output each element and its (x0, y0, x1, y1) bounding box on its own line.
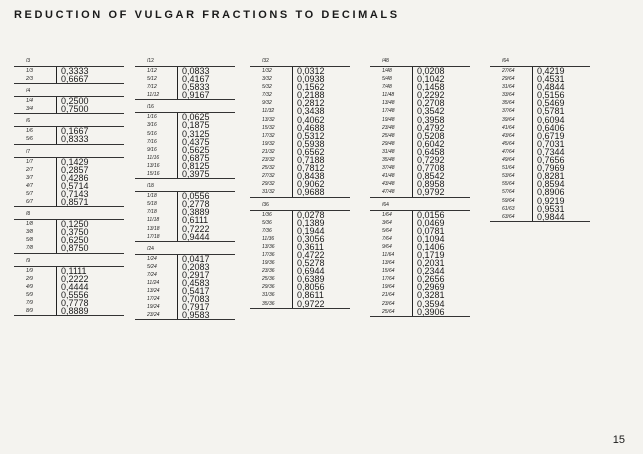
decimal-value: 0,7083 (182, 294, 210, 305)
decimal-value: 0,2292 (417, 90, 445, 101)
fraction-label: 7/24 (147, 271, 157, 278)
decimal-value: 0,4167 (182, 74, 210, 85)
decimal-value: 0,4583 (182, 277, 210, 288)
fraction-label: 1/7 (26, 158, 33, 165)
fraction-label: 7/9 (26, 299, 33, 306)
fraction-label: 6/7 (26, 199, 33, 206)
decimal-value: 0,8750 (61, 243, 89, 254)
fraction-label: 11/32 (262, 108, 275, 115)
decimal-value: 0,3906 (417, 306, 445, 317)
fraction-label: 3/8 (26, 229, 33, 236)
decimal-value: 0,7812 (297, 163, 325, 174)
fraction-label: 8/9 (26, 307, 33, 314)
fraction-label: 5/16 (147, 130, 157, 137)
decimal-value: 0,5781 (537, 106, 565, 117)
fraction-label: 35/48 (382, 157, 395, 164)
decimal-value: 0,2344 (417, 266, 445, 277)
decimal-value: 0,3889 (182, 207, 210, 218)
decimal-value: 0,7969 (537, 163, 565, 174)
fraction-label: 19/64 (382, 284, 395, 291)
decimal-value: 0,8906 (537, 187, 565, 198)
decimal-value: 0,3750 (61, 227, 89, 238)
fraction-label: 35/64 (502, 100, 515, 107)
fraction-label: 5/6 (26, 136, 33, 143)
fraction-label: 17/18 (147, 233, 160, 240)
decimal-value: 0,5625 (182, 144, 210, 155)
decimal-value: 0,6389 (297, 274, 325, 285)
fraction-label: 35/36 (262, 300, 275, 307)
fraction-label: 31/64 (502, 84, 515, 91)
table-column (490, 56, 590, 224)
decimal-value: 0,9167 (182, 90, 210, 101)
page-number: 15 (612, 434, 625, 446)
fraction-label: 29/32 (262, 181, 275, 188)
table-column (250, 56, 350, 311)
page-title: REDUCTION OF VULGAR FRACTIONS TO DECIMALS (14, 9, 400, 21)
fraction-label: 5/36 (262, 219, 272, 226)
decimal-value: 0,9583 (182, 310, 210, 321)
decimal-value: 0,4286 (61, 172, 89, 183)
decimal-value: 0,2222 (61, 273, 89, 284)
fraction-label: 37/48 (382, 165, 395, 172)
fraction-label: 31/36 (262, 292, 275, 299)
decimal-value: 0,2812 (297, 98, 325, 109)
denominator-group (14, 116, 124, 144)
fraction-label: 41/64 (502, 124, 515, 131)
fraction-label: 13/48 (382, 100, 395, 107)
fraction-label: 13/16 (147, 162, 160, 169)
fraction-label: 7/48 (382, 84, 392, 91)
decimal-value: 0,6250 (61, 235, 89, 246)
decimal-value: 0,6719 (537, 130, 565, 141)
fraction-label: 29/48 (382, 140, 395, 147)
decimal-value: 0,6562 (297, 146, 325, 157)
fraction-label: 1/12 (147, 68, 157, 74)
decimal-value: 0,6111 (182, 215, 209, 226)
fraction-label: 1/32 (262, 68, 272, 74)
fraction-label: 13/36 (262, 243, 275, 250)
fraction-label: 1/3 (26, 68, 33, 74)
group-heading: /7 (14, 147, 124, 158)
decimal-value: 0,5469 (537, 98, 565, 109)
fraction-label: 19/48 (382, 116, 395, 123)
fraction-label: 11/48 (382, 92, 395, 99)
fraction-label: 39/64 (502, 116, 515, 123)
decimal-value: 0,7778 (61, 297, 89, 308)
fraction-label: 45/64 (502, 140, 515, 147)
fraction-label: 23/36 (262, 268, 275, 275)
decimal-value: 0,3438 (297, 106, 325, 117)
fraction-label: 5/24 (147, 263, 157, 270)
fraction-label: 1/18 (147, 193, 157, 200)
fraction-label: 11/36 (262, 235, 275, 242)
fraction-label: 5/12 (147, 76, 157, 83)
fraction-label: 57/64 (502, 189, 515, 196)
fraction-label: 7/16 (147, 138, 157, 145)
decimal-value: 0,1944 (297, 225, 325, 236)
decimal-value: 0,1111 (61, 265, 87, 276)
decimal-value: 0,4375 (182, 136, 210, 147)
fraction-label: 3/64 (382, 219, 392, 226)
decimal-value: 0,1389 (297, 217, 325, 228)
fraction-label: 19/24 (147, 304, 160, 311)
decimal-value: 0,1667 (61, 126, 89, 137)
decimal-value: 0,3056 (297, 233, 325, 244)
decimal-value: 0,3125 (182, 128, 210, 139)
decimal-value: 0,5208 (417, 130, 445, 141)
fraction-label: 19/36 (262, 260, 275, 267)
fraction-label: 11/64 (382, 251, 395, 258)
fraction-label: 5/7 (26, 190, 33, 197)
group-heading: /8 (14, 209, 124, 220)
decimal-value: 0,8611 (297, 290, 324, 301)
decimal-value: 0,8056 (297, 282, 325, 293)
decimal-value: 0,8438 (297, 171, 325, 182)
fraction-label: 7/18 (147, 209, 157, 216)
fraction-label: 5/32 (262, 84, 272, 91)
decimal-value: 0,3594 (417, 298, 445, 309)
table-column (135, 56, 235, 322)
fraction-label: 25/48 (382, 132, 395, 139)
decimal-value: 0,5833 (182, 82, 210, 93)
fraction-label: 55/64 (502, 181, 515, 188)
decimal-value: 0,7656 (537, 155, 565, 166)
fraction-label: 1/48 (382, 68, 392, 74)
fraction-label: 9/32 (262, 100, 272, 107)
decimal-value: 0,2857 (61, 164, 89, 175)
decimal-value: 0,3281 (417, 290, 445, 301)
fraction-label: 7/36 (262, 227, 272, 234)
fraction-label: 2/7 (26, 166, 33, 173)
decimal-value: 0,2969 (417, 282, 445, 293)
denominator-group (135, 56, 235, 100)
fraction-label: 11/18 (147, 217, 160, 224)
fraction-label: 29/64 (502, 76, 515, 83)
decimal-value: 0,3542 (417, 106, 445, 117)
fraction-label: 7/64 (382, 235, 392, 242)
fraction-label: 5/8 (26, 237, 33, 244)
fraction-label: 5/48 (382, 76, 392, 83)
decimal-value: 0,4531 (537, 74, 565, 85)
decimal-value: 0,1406 (417, 241, 445, 252)
decimal-value: 0,0156 (417, 209, 445, 220)
decimal-value: 0,6875 (182, 152, 210, 163)
decimal-value: 0,7344 (537, 146, 565, 157)
decimal-value: 0,3958 (417, 114, 445, 125)
fraction-label: 53/64 (502, 173, 515, 180)
decimal-value: 0,8571 (61, 197, 89, 208)
fraction-label: 61/63 (502, 205, 515, 212)
group-heading: /36 (250, 200, 350, 211)
decimal-value: 0,0278 (297, 209, 325, 220)
denominator-group (250, 56, 350, 198)
fraction-label: 43/48 (382, 181, 395, 188)
decimal-value: 0,7188 (297, 155, 325, 166)
group-heading: /24 (135, 244, 235, 255)
decimal-value: 0,5278 (297, 258, 325, 269)
denominator-group (14, 56, 124, 84)
table-column (14, 56, 124, 318)
decimal-value: 0,2083 (182, 261, 210, 272)
fraction-label: 1/9 (26, 267, 33, 274)
fraction-label: 11/16 (147, 154, 160, 161)
decimal-value: 0,5556 (61, 289, 89, 300)
fraction-label: 29/36 (262, 284, 275, 291)
fraction-label: 33/64 (502, 92, 515, 99)
decimal-value: 0,4844 (537, 82, 565, 93)
fraction-label: 5/9 (26, 291, 33, 298)
group-heading: /9 (14, 256, 124, 267)
decimal-value: 0,7292 (417, 155, 445, 166)
fraction-label: 3/7 (26, 174, 33, 181)
decimal-value: 0,1562 (297, 82, 325, 93)
fraction-label: 25/36 (262, 276, 275, 283)
fraction-label: 17/24 (147, 296, 160, 303)
fraction-label: 7/8 (26, 245, 33, 252)
decimal-value: 0,8333 (61, 134, 89, 145)
fraction-label: 15/32 (262, 124, 275, 131)
denominator-group (250, 200, 350, 309)
fraction-label: 7/32 (262, 92, 272, 99)
decimal-value: 0,0938 (297, 74, 325, 85)
decimal-value: 0,4688 (297, 122, 325, 133)
decimal-value: 0,2500 (61, 96, 89, 107)
group-heading: /6 (14, 116, 124, 127)
fraction-label: 5/18 (147, 201, 157, 208)
fraction-label: 31/32 (262, 189, 275, 196)
fraction-label: 17/32 (262, 132, 275, 139)
fraction-label: 1/16 (147, 114, 157, 121)
decimal-value: 0,1875 (182, 120, 210, 131)
decimal-value: 0,6094 (537, 114, 565, 125)
fraction-label: 23/24 (147, 312, 160, 319)
fraction-label: 47/48 (382, 189, 395, 196)
decimal-value: 0,0208 (417, 66, 445, 76)
decimal-value: 0,7708 (417, 163, 445, 174)
decimal-value: 0,0556 (182, 191, 210, 202)
decimal-value: 0,3975 (182, 169, 210, 180)
group-heading: /18 (135, 181, 235, 192)
decimal-value: 0,8542 (417, 171, 445, 182)
decimal-value: 0,4219 (537, 66, 565, 76)
fraction-label: 3/16 (147, 122, 157, 129)
decimal-value: 0,2656 (417, 274, 445, 285)
decimal-value: 0,0625 (182, 112, 210, 123)
decimal-value: 0,6944 (297, 266, 325, 277)
decimal-value: 0,1250 (61, 219, 89, 230)
fraction-label: 2/9 (26, 275, 33, 282)
denominator-group (14, 86, 124, 114)
fraction-label: 15/16 (147, 171, 160, 178)
fraction-label: 51/64 (502, 165, 515, 172)
fraction-label: 23/64 (382, 300, 395, 307)
decimal-value: 0,7143 (61, 188, 89, 199)
fraction-label: 1/6 (26, 128, 33, 135)
fraction-label: 27/64 (502, 68, 515, 74)
decimal-value: 0,9722 (297, 298, 325, 309)
group-heading: /4 (14, 86, 124, 97)
fraction-label: 5/64 (382, 227, 392, 234)
decimal-value: 0,6458 (417, 146, 445, 157)
decimal-value: 0,9531 (537, 203, 565, 214)
decimal-value: 0,4792 (417, 122, 445, 133)
decimal-value: 0,3333 (61, 66, 89, 76)
fraction-label: 43/64 (502, 132, 515, 139)
decimal-value: 0,8889 (61, 305, 89, 316)
fraction-label: 17/64 (382, 276, 395, 283)
fraction-label: 1/36 (262, 211, 272, 218)
fraction-label: 21/32 (262, 148, 275, 155)
group-heading: /16 (135, 102, 235, 113)
decimal-value: 0,2917 (182, 269, 210, 280)
denominator-group (490, 56, 590, 222)
group-heading: /48 (370, 56, 470, 67)
decimal-value: 0,0781 (417, 225, 445, 236)
decimal-value: 0,2031 (417, 258, 445, 269)
denominator-group (370, 200, 470, 317)
decimal-value: 0,0417 (182, 253, 210, 264)
fraction-label: 13/18 (147, 225, 160, 232)
fraction-label: 23/48 (382, 124, 395, 131)
fraction-label: 2/3 (26, 76, 33, 83)
fraction-label: 21/64 (382, 292, 395, 299)
fraction-label: 4/7 (26, 182, 33, 189)
decimal-value: 0,1719 (417, 249, 445, 260)
decimal-value: 0,9062 (297, 179, 325, 190)
fraction-label: 7/12 (147, 84, 157, 91)
decimal-value: 0,7917 (182, 302, 210, 313)
decimal-value: 0,0469 (417, 217, 445, 228)
fraction-label: 17/48 (382, 108, 395, 115)
decimal-value: 0,7031 (537, 138, 565, 149)
fraction-label: 3/4 (26, 106, 33, 113)
decimal-value: 0,8594 (537, 179, 565, 190)
decimal-value: 0,1094 (417, 233, 445, 244)
denominator-group (135, 244, 235, 321)
fraction-label: 25/32 (262, 165, 275, 172)
decimal-value: 0,2778 (182, 199, 210, 210)
fraction-label: 15/64 (382, 268, 395, 275)
denominator-group (370, 56, 470, 198)
decimal-value: 0,5156 (537, 90, 565, 101)
decimal-value: 0,5938 (297, 138, 325, 149)
fraction-label: 41/48 (382, 173, 395, 180)
decimal-value: 0,2708 (417, 98, 445, 109)
decimal-value: 0,8958 (417, 179, 445, 190)
decimal-value: 0,7222 (182, 223, 210, 234)
fraction-label: 59/64 (502, 197, 515, 204)
denominator-group (14, 147, 124, 208)
fraction-label: 9/64 (382, 243, 392, 250)
fraction-label: 1/24 (147, 255, 157, 262)
fraction-label: 11/12 (147, 92, 160, 99)
decimal-value: 0,9688 (297, 187, 325, 198)
fraction-label: 47/64 (502, 148, 515, 155)
decimal-value: 0,5714 (61, 180, 89, 191)
fraction-label: 37/64 (502, 108, 515, 115)
decimal-value: 0,9444 (182, 231, 210, 242)
decimal-value: 0,9219 (537, 195, 565, 206)
fraction-label: 13/24 (147, 288, 160, 295)
decimal-value: 0,1458 (417, 82, 445, 93)
decimal-value: 0,2188 (297, 90, 325, 101)
decimal-value: 0,0312 (297, 66, 325, 76)
denominator-group (14, 256, 124, 317)
fraction-label: 17/36 (262, 251, 275, 258)
decimal-value: 0,3611 (297, 241, 324, 252)
fraction-label: 4/9 (26, 283, 33, 290)
decimal-value: 0,5417 (182, 286, 210, 297)
decimal-value: 0,7500 (61, 104, 89, 115)
denominator-group (135, 181, 235, 242)
fraction-label: 9/16 (147, 146, 157, 153)
fraction-label: 3/32 (262, 76, 272, 83)
decimal-value: 0,8125 (182, 160, 210, 171)
group-heading: /64 (490, 56, 590, 67)
decimal-value: 0,1429 (61, 156, 89, 167)
decimal-value: 0,5312 (297, 130, 325, 141)
decimal-value: 0,9792 (417, 187, 445, 198)
decimal-value: 0,6406 (537, 122, 565, 133)
fraction-label: 25/64 (382, 308, 395, 315)
fraction-label: 27/32 (262, 173, 275, 180)
decimal-value: 0,9844 (537, 211, 565, 222)
table-column (370, 56, 470, 319)
fraction-label: 63/64 (502, 213, 515, 220)
decimal-value: 0,4444 (61, 281, 89, 292)
group-heading: /64 (370, 200, 470, 211)
decimal-value: 0,0833 (182, 66, 210, 76)
denominator-group (14, 209, 124, 253)
group-heading: /12 (135, 56, 235, 67)
decimal-value: 0,6667 (61, 74, 89, 85)
fraction-label: 49/64 (502, 157, 515, 164)
fraction-label: 1/64 (382, 211, 392, 218)
decimal-value: 0,4062 (297, 114, 325, 125)
fraction-label: 31/48 (382, 148, 395, 155)
fraction-label: 19/32 (262, 140, 275, 147)
fraction-label: 1/4 (26, 98, 33, 105)
decimal-value: 0,4722 (297, 249, 325, 260)
group-heading: /3 (14, 56, 124, 67)
denominator-group (135, 102, 235, 179)
decimal-value: 0,6042 (417, 138, 445, 149)
fraction-label: 23/32 (262, 157, 275, 164)
decimal-value: 0,8281 (537, 171, 565, 182)
decimal-value: 0,1042 (417, 74, 445, 85)
fraction-label: 1/8 (26, 221, 33, 228)
group-heading: /32 (250, 56, 350, 67)
fraction-label: 13/32 (262, 116, 275, 123)
fraction-label: 11/24 (147, 279, 160, 286)
fraction-label: 13/64 (382, 260, 395, 267)
